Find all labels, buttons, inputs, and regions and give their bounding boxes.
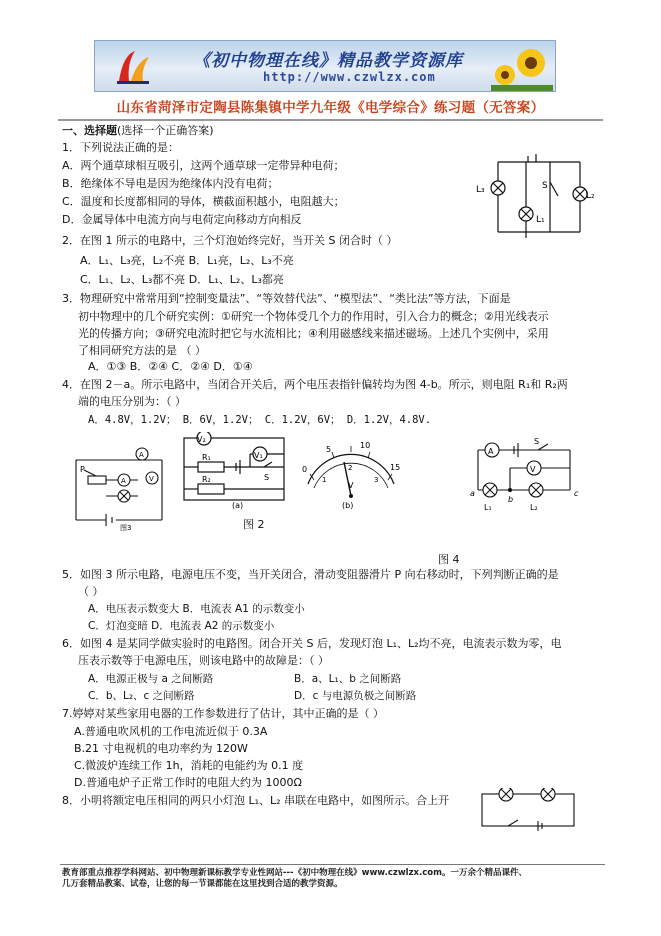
meter-inner-1: 1: [322, 476, 327, 484]
meter-inner-2: 2: [348, 464, 353, 472]
fig4-switch-s: S: [534, 437, 540, 446]
q3-line-3: 光的传播方向；③研究电流时把它与水流相比；④利用磁感线来描述磁场。上述几个实例中，采用: [78, 327, 549, 340]
fig4-lamp-l1: L₁: [484, 503, 492, 512]
q2-options-ab: A．L₁、L₃亮，L₂不亮 B．L₁亮，L₂、L₃不亮: [80, 254, 294, 267]
fig2-voltmeter-v2: V₂: [197, 435, 206, 444]
fig2-voltmeter-v1: V₁: [254, 451, 263, 460]
q4-line-2: 端的电压分别为：（ ）: [78, 395, 186, 408]
q3-line-4: 了相同研究方法的是 （ ）: [78, 344, 206, 357]
meter-inner-3: 3: [374, 476, 379, 484]
q5-options-ab: A．电压表示数变大 B．电流表 A1 的示数变小: [88, 603, 305, 615]
q7-option-c: C.微波炉连续工作 1h，消耗的电能约为 0.1 度: [74, 759, 304, 772]
title-divider: [58, 119, 603, 121]
fig4-voltmeter: V: [530, 465, 536, 474]
q5-line-1: 5．如图 3 所示电路，电源电压不变，当开关闭合，滑动变阻器滑片 P 向右移动时，下列判断正确的是: [62, 568, 559, 581]
fig3-voltmeter: V: [149, 475, 154, 483]
q5-line-2: （ ）: [78, 585, 104, 598]
figure-3-label: 图3: [120, 524, 132, 532]
meter-tick-0: 0: [302, 465, 308, 474]
q5-options-cd: C．灯泡变暗 D．电流表 A2 的示数变小: [88, 620, 275, 632]
fig4-ammeter: A: [488, 447, 494, 456]
figure-1-circuit: [474, 152, 598, 242]
q1-option-c: C．温度和长度都相同的导体，横截面积越小，电阻越大；: [62, 195, 345, 208]
q1-option-a: A．两个通草球相互吸引，这两个通草球一定带异种电荷；: [62, 159, 345, 172]
q6-option-d: D．c 与电源负极之间断路: [294, 690, 417, 702]
q1-option-b: B．绝缘体不导电是因为绝缘体内没有电荷；: [62, 177, 279, 190]
figure-2a-circuit: [180, 432, 290, 510]
q1-stem: 1．下列说法正确的是：: [62, 141, 179, 154]
q3-line-1: 3．物理研究中常常用到“控制变量法”、“等效替代法”、“模型法”、“类比法”等方法，下面是: [62, 292, 511, 305]
document-title: 山东省菏泽市定陶县陈集镇中学九年级《电学综合》练习题（无答案）: [116, 100, 545, 116]
fig2-sub-a: (a): [232, 501, 244, 510]
fig4-lamp-l2: L₂: [530, 503, 538, 512]
figure-4-circuit: [470, 436, 580, 516]
q3-options: A．①③ B．②④ C．②④ D．①④: [88, 360, 253, 373]
q7-option-a: A.普通电吹风机的工作电流近似于 0.3A: [74, 725, 268, 738]
meter-tick-5: 5: [326, 445, 332, 454]
q7-stem: 7.婷婷对某些家用电器的工作参数进行了估计，其中正确的是（ ）: [62, 707, 384, 720]
fig2-resistor-r1: R₁: [202, 453, 211, 462]
fig1-label-l1: L₁: [536, 215, 545, 225]
fig4-point-a: a: [470, 489, 475, 498]
q4-line-1: 4．在图 2－a。所示电路中，当闭合开关后，两个电压表指针偏转均为图 4-b。所示，则电阻 R₁和 R₂两: [62, 378, 568, 391]
q6-line-1: 6．如图 4 是某同学做实验时的电路图。闭合开关 S 后，发现灯泡 L₁、L₂均不亮，电流表示数为零，电: [62, 637, 562, 650]
fig1-label-l3: L₃: [476, 185, 485, 195]
fig1-label-l2: L₂: [586, 191, 595, 201]
q1-option-d: D．金属导体中电流方向与电荷定向移动方向相反: [62, 213, 302, 226]
meter-tick-15: 15: [390, 463, 401, 472]
section-heading: 一、选择题: [62, 124, 117, 137]
figure-2-label: 图 2: [243, 518, 265, 531]
q6-option-a: A．电源正极与 a 之间断路: [88, 673, 214, 685]
sunflower-icon: [491, 41, 553, 91]
figure-3-circuit: [66, 440, 170, 532]
footer-divider: [60, 864, 605, 865]
figure-4-label: 图 4: [438, 553, 460, 566]
fig2-switch-s: S: [264, 473, 270, 482]
fig3-ammeter-a2: A: [121, 477, 126, 485]
fig1-label-s: S: [542, 181, 548, 191]
fig2-resistor-r2: R₂: [202, 475, 211, 484]
meter-unit: V: [348, 481, 354, 490]
figure-q8-circuit: [478, 788, 578, 832]
header-banner: [94, 40, 556, 92]
q4-options: A．4.8V，1.2V； B．6V，1.2V； C．1.2V，6V； D．1.2V，4.8V.: [88, 414, 432, 426]
q6-option-c: C．b、L₂、c 之间断路: [88, 690, 195, 702]
q3-line-2: 初中物理中的几个研究实例：①研究一个物体受几个力的作用时，引入合力的概念；②用光线表示: [78, 310, 549, 323]
footer-text: [62, 868, 527, 890]
fig4-point-c: c: [574, 489, 579, 498]
section-heading-line: [62, 124, 214, 138]
q7-option-b: B.21 寸电视机的电功率约为 120W: [74, 742, 248, 755]
fig4-point-b: b: [508, 495, 514, 504]
site-logo-icon: [113, 47, 153, 87]
q2-options-cd: C．L₁、L₂、L₃都不亮 D．L₁、L₂、L₃都亮: [80, 273, 284, 286]
fig3-label-p: P: [80, 465, 85, 474]
fig2-sub-b: (b): [342, 501, 354, 510]
q7-option-d: D.普通电炉子正常工作时的电阻大约为 1000Ω: [74, 776, 302, 789]
figure-2b-voltmeter-dial: [300, 440, 402, 512]
footer-line-1: 教育部重点推荐学科网站、初中物理新课标教学专业性网站---《初中物理在线》www.czwlzx.com。一万余个精品课件、: [62, 868, 527, 878]
q6-line-2: 压表示数等于电源电压，则该电路中的故障是：（ ）: [78, 654, 329, 667]
fig3-ammeter-a1: A: [139, 451, 144, 459]
q6-option-b: B．a、L₁、b 之间断路: [294, 673, 402, 685]
footer-line-2: 几万套精品教案、试卷，让您的每一节课都能在这里找到合适的教学资源。: [62, 879, 343, 889]
section-note: (选择一个正确答案): [117, 124, 214, 137]
meter-tick-10: 10: [360, 441, 371, 450]
q2-stem: 2．在图 1 所示的电路中，三个灯泡始终完好，当开关 S 闭合时（ ）: [62, 234, 398, 247]
q8-stem: 8．小明将额定电压相同的两只小灯泡 L₁、L₂ 串联在电路中，如图所示。合上开: [62, 794, 450, 807]
banner-title: 《初中物理在线》精品教学资源库: [193, 51, 463, 71]
banner-url: http://www.czwlzx.com: [263, 70, 436, 84]
